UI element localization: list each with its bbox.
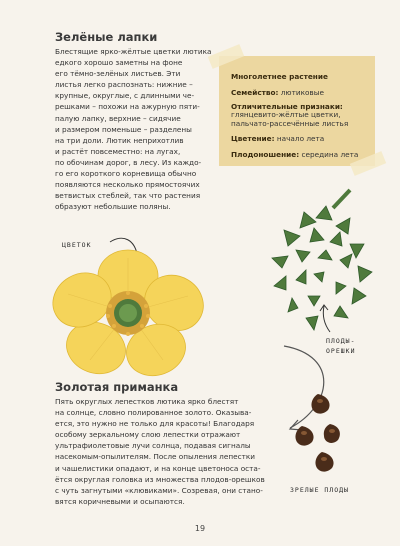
fruits-label: ПЛОДЫ- ОРЕШКИ xyxy=(326,337,356,355)
info-box xyxy=(219,56,375,166)
page-number: 19 xyxy=(194,524,206,533)
section-text-green-paws: Блестящие ярко-жёлтые цветки лютика едкого хорошо заметны на фоне его тёмно-зелёных листьев. Эти листья легко распознать: нижние – крупные, округлые, с длинными че- решками – похожи на ажурную пяти- палую лапку, верхние – сидячие и размером поменьше – разделены на три доли. Лютик неприхотлив и растёт повсеместно: на лугах, по обочинам дорог, в лесу. Из каждо- го его короткого корневища обычно появляются несколько прямостоячих ветвистых стеблей, так что растения образуют небольшие поляны. xyxy=(55,47,212,212)
section-title-green-paws: Зелёные лапки xyxy=(55,30,158,44)
info-fruit-key: Плодоношение: xyxy=(231,150,300,159)
section-text-golden-lure: Пять округлых лепестков лютика ярко блестят на солнце, словно полированное золото. Оказыва- ется, это нужно не только для красоты! Благодаря особому зеркальному слою лепестки отражают ультрафиолетовые лучи солнца, подавая сигналы насекомым-опылителям. После опыления лепестки и чашелистики опадают, и на конце цветоноса оста- ётся округлая головка из множества плодов-орешков с чуть загнутыми «клювиками». Созревая, они стано- вятся коричневыми и осыпаются. xyxy=(55,397,265,506)
info-family-value: лютиковые xyxy=(280,88,324,97)
info-features-value: глянцевито-жёлтые цветки, пальчато-рассечённые листья xyxy=(231,110,349,128)
flower-label: ЦВЕТОК xyxy=(62,241,92,249)
info-family xyxy=(231,88,371,97)
section-title-golden-lure: Золотая приманка xyxy=(55,380,179,394)
info-bloom-key: Цветение: xyxy=(231,134,275,143)
info-family-key: Семейство: xyxy=(231,88,279,97)
info-heading: Многолетнее растение xyxy=(231,72,328,81)
info-fruit-value: середина лета xyxy=(301,150,359,159)
ripe-fruits-label: ЗРЕЛЫЕ ПЛОДЫ xyxy=(290,486,349,494)
fruits-arrow-icon xyxy=(318,304,342,334)
ripe-seeds-illustration xyxy=(288,390,348,480)
info-fruit xyxy=(231,150,371,159)
info-bloom xyxy=(231,134,371,143)
info-features-key: Отличительные признаки: xyxy=(231,102,343,111)
buttercup-flower-illustration xyxy=(48,248,208,378)
info-bloom-value: начало лета xyxy=(276,134,325,143)
